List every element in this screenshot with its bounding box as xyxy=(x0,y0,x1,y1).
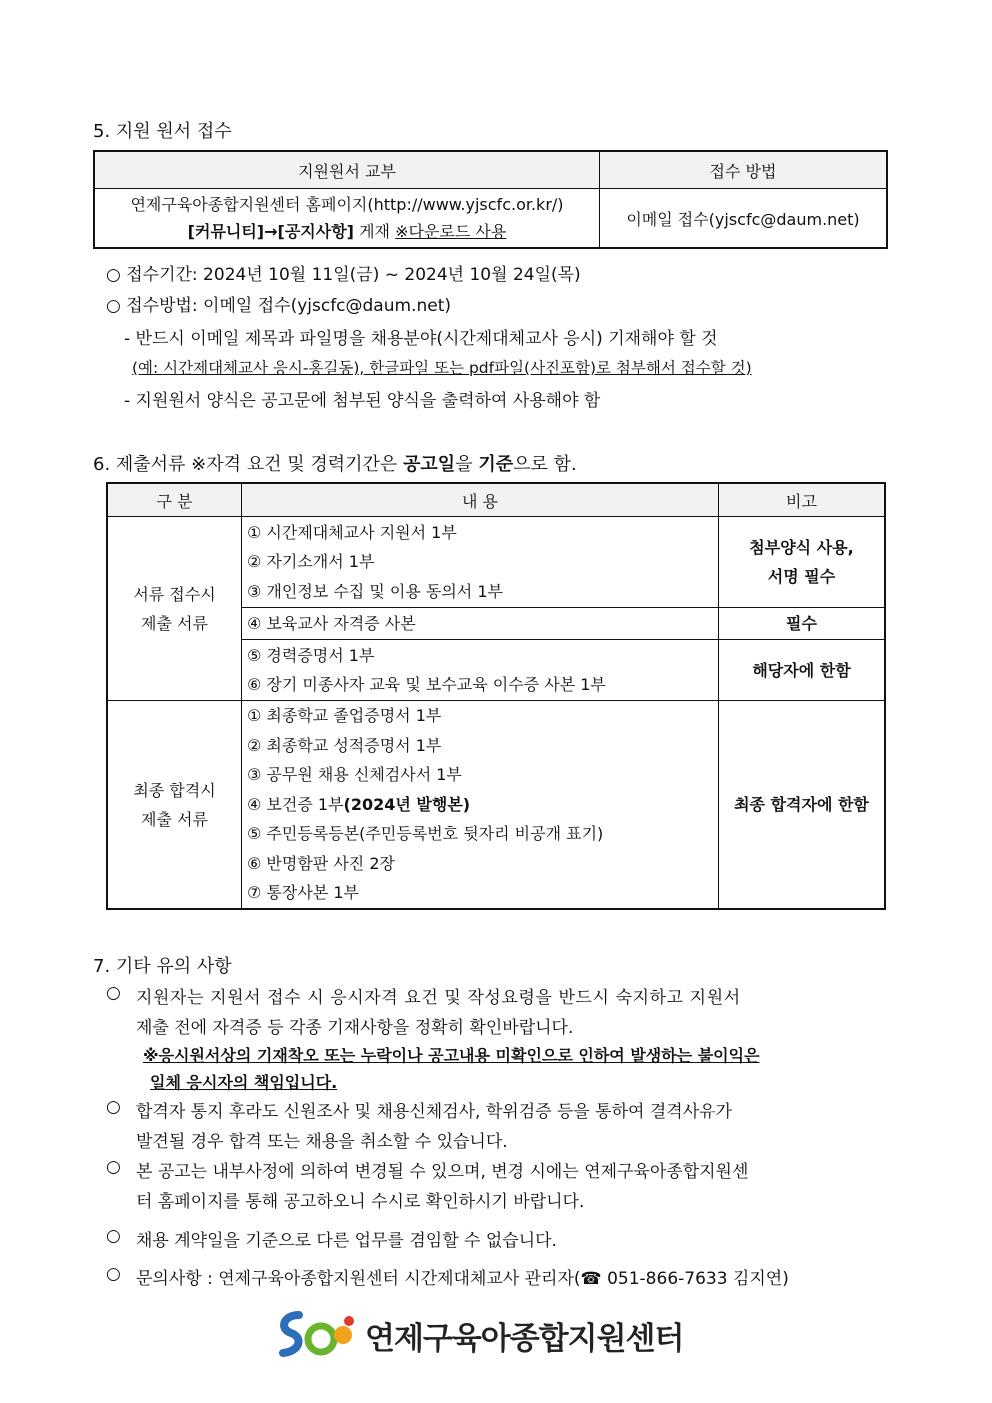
form-line: - 지원원서 양식은 공고문에 첨부된 양식을 출력하여 사용해야 함 xyxy=(124,391,601,411)
group-4-items xyxy=(242,701,719,910)
note-3-line-2: 터 홈페이지를 통해 공고하오니 수시로 확인하시기 바랍니다. xyxy=(136,1192,585,1212)
note-2-line-2: 발견될 경우 합격 또는 채용을 취소할 수 있습니다. xyxy=(136,1132,508,1152)
bullet-icon: ○ xyxy=(106,1264,121,1284)
bullet-icon: ○ xyxy=(106,1226,121,1246)
col-remark: 비고 xyxy=(719,483,886,517)
group-1-remark-line-1: 첨부양식 사용, xyxy=(749,538,854,557)
bullet-icon: ○ xyxy=(106,1157,121,1177)
bullet-icon: ○ xyxy=(106,983,121,1003)
application-table xyxy=(93,150,888,249)
list-item xyxy=(247,790,718,820)
note-2-line-1: 합격자 통지 후라도 신원조사 및 채용신체검사, 학위검증 등을 통하여 결격사유가 xyxy=(136,1102,732,1122)
list-item: ⑦ 통장사본 1부 xyxy=(247,883,359,903)
section-6-note-emph-1: 공고일 xyxy=(403,454,456,475)
warning-line-1: ※응시원서상의 기재착오 또는 누락이나 공고내용 미확인으로 인하여 발생하는 불이익은 xyxy=(143,1046,760,1065)
logo-mark-icon xyxy=(273,1309,361,1361)
list-item: ① 최종학교 졸업증명서 1부 xyxy=(247,706,442,726)
list-item: ② 자기소개서 1부 xyxy=(247,552,375,572)
note-1-line-2: 제출 전에 자격증 등 각종 기재사항을 정확히 확인바랍니다. xyxy=(136,1018,574,1038)
section-6-heading xyxy=(93,450,577,476)
warning-line-2: 일체 응시자의 책임입니다. xyxy=(150,1073,338,1092)
list-item: ⑥ 반명함판 사진 2장 xyxy=(247,853,395,873)
category-final xyxy=(107,701,242,910)
section-5-heading: 5. 지원 원서 접수 xyxy=(93,121,232,142)
section-6-note: ※자격 요건 및 경력기간은 xyxy=(191,454,404,475)
list-item: ④ 보육교사 자격증 사본 xyxy=(247,613,416,633)
section-6-note-emph-2: 기준 xyxy=(478,454,514,475)
example-line: (예: 시간제대체교사 응시-홍길동), 한글파일 또는 pdf파일(사진포함)로 첨부해서 접수할 것) xyxy=(132,359,752,377)
list-item: ③ 개인정보 수집 및 이용 동의서 1부 xyxy=(247,581,503,601)
col-content: 내 용 xyxy=(242,483,719,517)
list-item: ② 최종학교 성적증명서 1부 xyxy=(247,735,442,755)
section-6-note-end: 으로 함. xyxy=(513,454,577,475)
group-1-items xyxy=(242,517,719,608)
posted-text: 게재 xyxy=(353,222,396,241)
method-cell: 이메일 접수(yjscfc@daum.net) xyxy=(600,189,888,249)
category-final-line-2: 제출 서류 xyxy=(141,809,208,829)
group-1-remark xyxy=(719,517,886,608)
list-item: ⑤ 주민등록등본(주민등록번호 뒷자리 비공개 표기) xyxy=(247,824,604,844)
section-6-note-join: 을 xyxy=(455,454,479,475)
category-final-line-1: 최종 합격시 xyxy=(133,780,216,800)
period-line: ○ 접수기간: 2024년 10월 11일(금) ~ 2024년 10월 24일(목) xyxy=(106,265,581,285)
note-1-line-1: 지원자는 지원서 접수 시 응시자격 요건 및 작성요령을 반드시 숙지하고 지원서 xyxy=(136,988,741,1008)
group-3-items xyxy=(242,640,719,701)
note-3-line-1: 본 공고는 내부사정에 의하여 변경될 수 있으며, 변경 시에는 연제구육아종합지원센 xyxy=(136,1162,749,1182)
health-cert-year: (2024년 발행본) xyxy=(343,794,471,814)
bullet-icon: ○ xyxy=(106,1097,121,1117)
category-application xyxy=(107,517,242,701)
distribution-cell xyxy=(94,189,600,249)
center-logo xyxy=(273,1309,723,1361)
documents-table xyxy=(106,482,886,910)
distribution-line-2 xyxy=(95,218,599,245)
logo-name: 연제구육아종합지원센터 xyxy=(365,1321,684,1357)
group-2-remark: 필수 xyxy=(719,608,886,640)
list-item: ① 시간제대체교사 지원서 1부 xyxy=(247,522,457,542)
section-6-title: 6. 제출서류 xyxy=(93,454,192,475)
group-3-remark: 해당자에 한함 xyxy=(719,640,886,701)
download-note: ※다운로드 사용 xyxy=(395,222,507,241)
method-line: ○ 접수방법: 이메일 접수(yjscfc@daum.net) xyxy=(106,296,451,316)
list-item: ③ 공무원 채용 신체검사서 1부 xyxy=(247,765,462,785)
category-application-line-2: 제출 서류 xyxy=(141,613,208,633)
board-path: [커뮤니티]→[공지사항] xyxy=(187,222,354,241)
health-cert-label: ④ 보건증 1부 xyxy=(247,794,344,814)
col-distribution: 지원원서 교부 xyxy=(94,151,600,189)
section-7-heading: 7. 기타 유의 사항 xyxy=(93,956,232,977)
group-1-remark-line-2: 서명 필수 xyxy=(767,567,836,586)
category-application-line-1: 서류 접수시 xyxy=(133,584,216,604)
col-method: 접수 방법 xyxy=(600,151,888,189)
note-4: 채용 계약일을 기준으로 다른 업무를 겸임할 수 없습니다. xyxy=(136,1231,557,1251)
col-category: 구 분 xyxy=(107,483,242,517)
contact-line: 문의사항 : 연제구육아종합지원센터 시간제대체교사 관리자(☎ 051-866-7633 김지연) xyxy=(136,1269,789,1289)
list-item: ⑤ 경력증명서 1부 xyxy=(247,645,375,665)
list-item: ⑥ 장기 미종사자 교육 및 보수교육 이수증 사본 1부 xyxy=(247,675,606,694)
distribution-line-1: 연제구육아종합지원센터 홈페이지(http://www.yjscfc.or.kr/) xyxy=(130,195,564,214)
group-2-items xyxy=(242,608,719,640)
group-4-remark: 최종 합격자에 한함 xyxy=(719,701,886,910)
requirement-line: - 반드시 이메일 제목과 파일명을 채용분야(시간제대체교사 응시) 기재해야 할 것 xyxy=(124,329,718,349)
